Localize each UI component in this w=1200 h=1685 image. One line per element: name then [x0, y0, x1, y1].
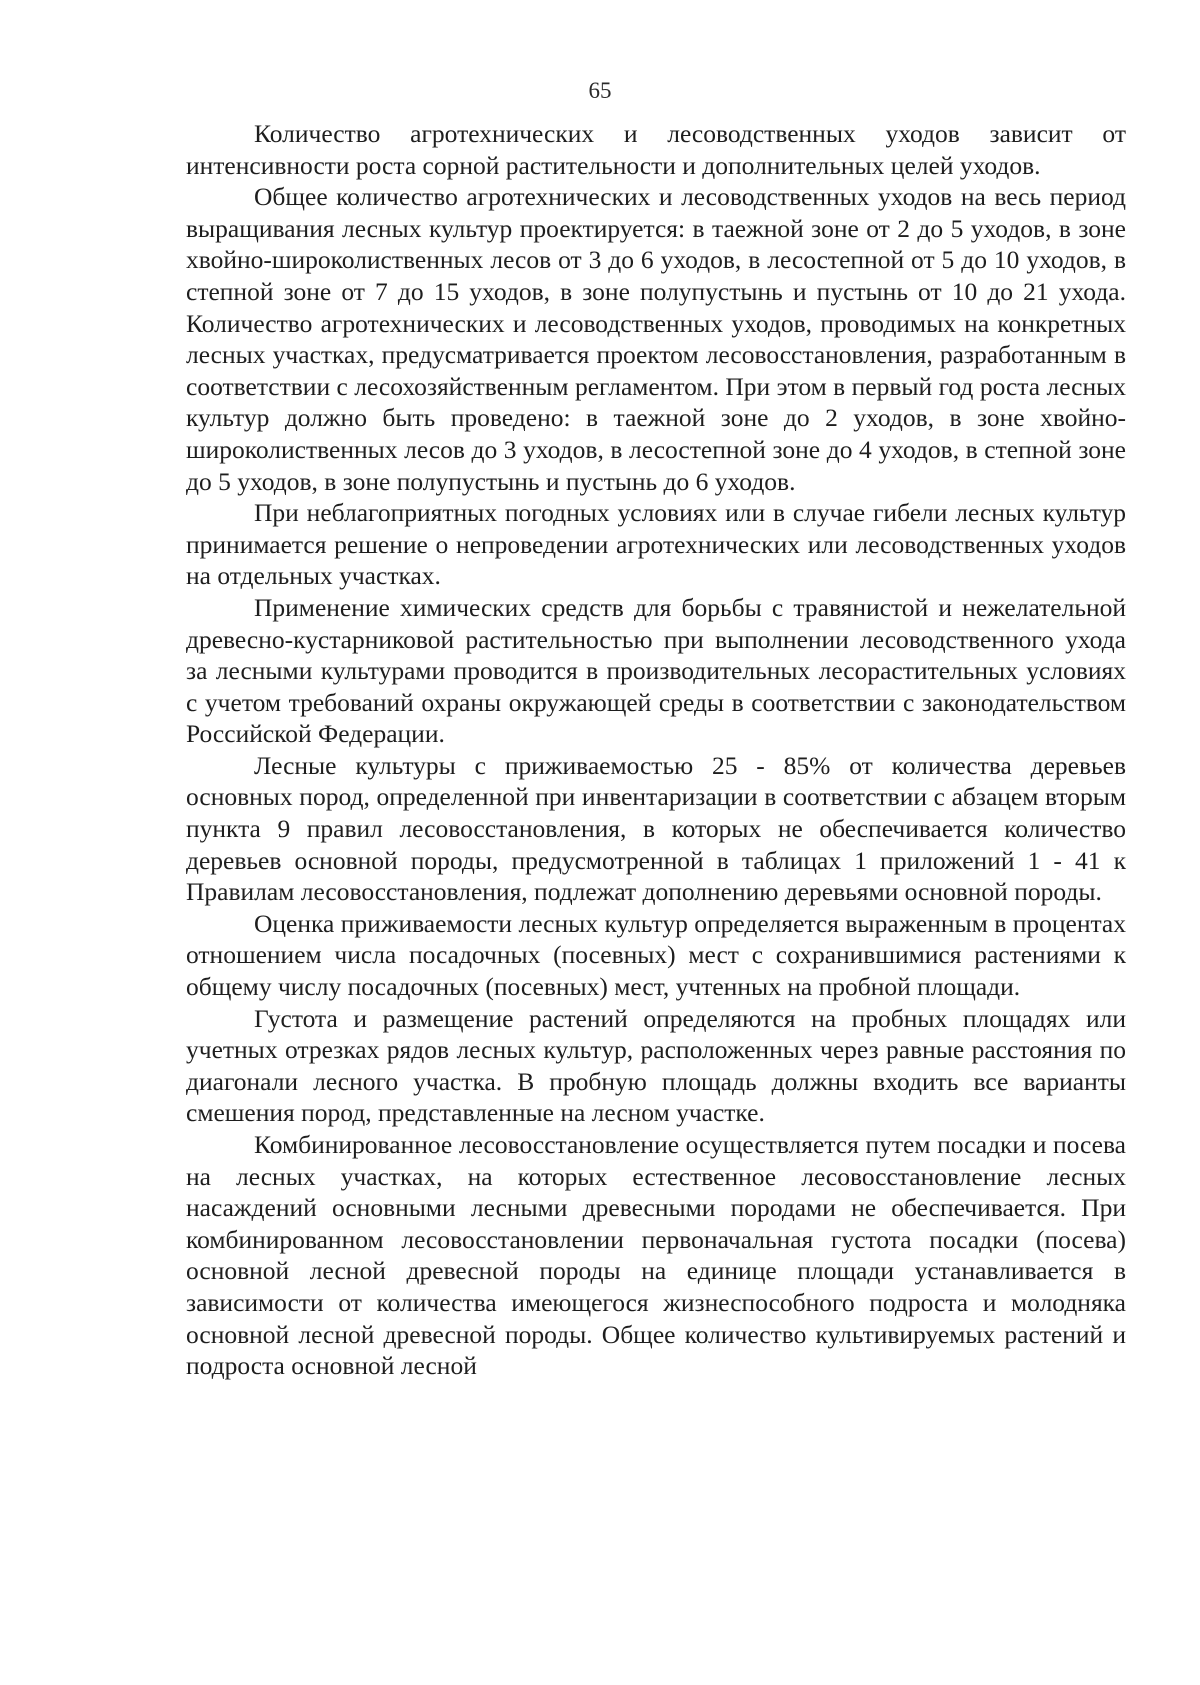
paragraph-unfavorable-conditions: При неблагоприятных погодных условиях или в случае гибели лесных культур принимается решение о непроведении агротехнических или лесоводственных уходов на отдельных участках. — [186, 498, 1126, 591]
paragraph-survival-rate: Лесные культуры с приживаемостью 25 - 85% от количества деревьев основных пород, определенной при инвентаризации в соответствии с абзацем вторым пункта 9 правил лесовосстановления, в которых не обеспечивается количество деревьев основной породы, предусмотренной в таблицах 1 приложений 1 - 41 к Правилам лесовосстановления, подлежат дополнению деревьями основной породы. — [186, 750, 1126, 907]
paragraph-chemical-means: Применение химических средств для борьбы с травянистой и нежелательной древесно-кустарниковой растительностью при выполнении лесоводственного ухода за лесными культурами проводится в производительных лесорастительных условиях с учетом требований охраны окружающей среды в соответствии с законодательством Российской Федерации. — [186, 592, 1126, 749]
paragraph-combined-reforestation: Комбинированное лесовосстановление осуществляется путем посадки и посева на лесных участках, на которых естественное лесовосстановление лесных насаждений основными лесными древесными породами не обеспечивается. При комбинированном лесовосстановлении первоначальная густота посадки (посева) основной лесной древесной породы на единице площади устанавливается в зависимости от количества имеющегося жизнеспособного подроста и молодняка основной лесной древесной породы. Общее количество культивируемых растений и подроста основной лесной — [186, 1130, 1126, 1381]
paragraph-care-count: Количество агротехнических и лесоводственных уходов зависит от интенсивности роста сорной растительности и дополнительных целей уходов. — [186, 119, 1126, 180]
paragraph-density-placement: Густота и размещение растений определяются на пробных площадях или учетных отрезках рядов лесных культур, расположенных через равные расстояния по диагонали лесного участка. В пробную площадь должны входить все варианты смешения пород, представленные на лесном участке. — [186, 1003, 1126, 1128]
page-number: 65 — [588, 78, 612, 103]
paragraph-total-care-by-zone: Общее количество агротехнических и лесоводственных уходов на весь период выращивания лесных культур проектируется: в таежной зоне от 2 до 5 уходов, в зоне хвойно-широколиственных лесов от 3 до 6 уходов, в лесостепной от 5 до 10 уходов, в степной зоне от 7 до 15 уходов, в зоне полупустынь и пустынь от 10 до 21 ухода. Количество агротехнических и лесоводственных уходов, проводимых на конкретных лесных участках, предусматривается проектом лесовосстановления, разработанным в соответствии с лесохозяйственным регламентом. При этом в первый год роста лесных культур должно быть проведено: в таежной зоне до 2 уходов, в зоне хвойно-широколиственных лесов до 3 уходов, в лесостепной зоне до 4 уходов, в степной зоне до 5 уходов, в зоне полупустынь и пустынь до 6 уходов. — [186, 182, 1126, 496]
document-body — [186, 118, 1126, 1382]
paragraph-survival-assessment: Оценка приживаемости лесных культур определяется выраженным в процентах отношением числа посадочных (посевных) мест с сохранившимися растениями к общему числу посадочных (посевных) мест, учтенных на пробной площади. — [186, 908, 1126, 1002]
